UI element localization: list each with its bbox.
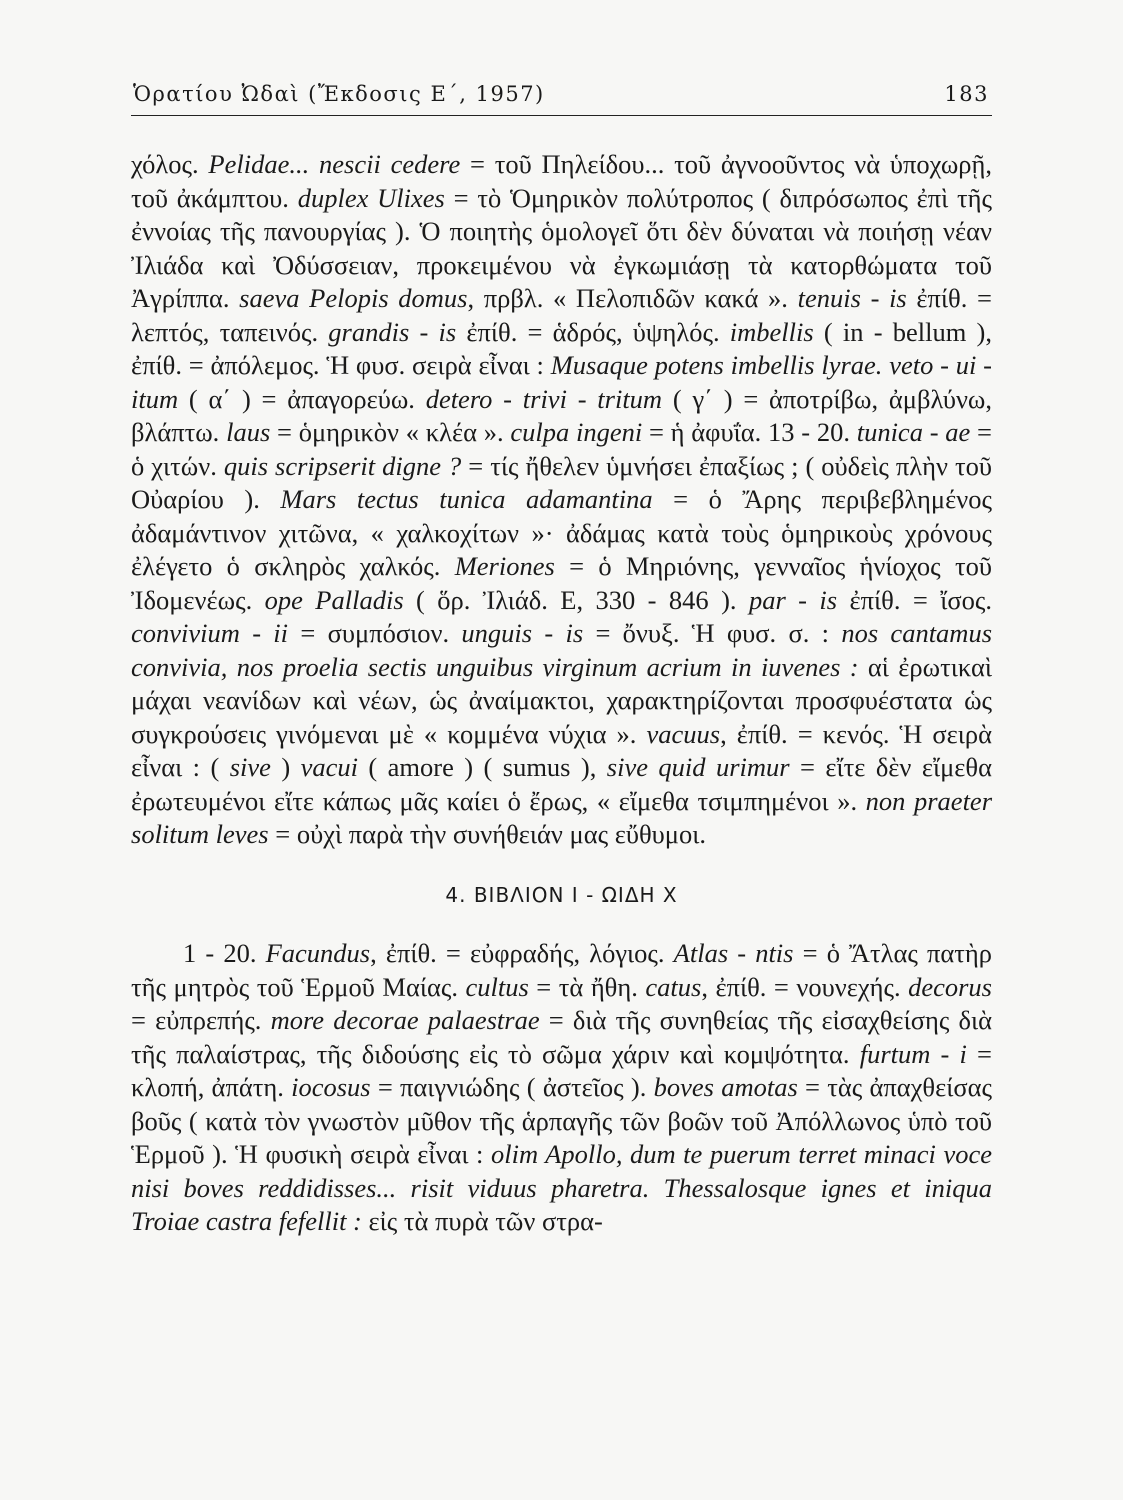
latin-term: detero - trivi - tritum <box>425 383 663 414</box>
commentary-paragraph-2 <box>131 937 992 1239</box>
commentary-text: εἰς τὰ πυρὰ τῶν στρα- <box>361 1206 603 1236</box>
running-head <box>133 76 989 106</box>
commentary-text: = ὁ Ἄρης περιβεβλημένος ἀδαμάντινον χιτῶνα, « χαλκοχίτων »· ἀδάμας κατὰ τοὺς ὁμηρικοὺς χρόνους ἐλέγετο ὁ σκληρὸς χαλκός. <box>131 484 992 581</box>
latin-term: saeva Pelopis domus <box>239 283 468 313</box>
commentary-text: ( in - bellum ), ἐπίθ. = ἀπόλεμος. Ἡ φυσ. σειρὰ εἶναι : <box>131 316 992 380</box>
latin-term: grandis - is <box>328 316 457 347</box>
commentary-text: , ἐπίθ. = εὐφραδής, λόγιος. <box>370 938 674 968</box>
latin-term: duplex Ulixes <box>297 182 445 213</box>
latin-term: non praeter solitum leves <box>131 785 993 849</box>
latin-term: laus <box>226 417 271 447</box>
commentary-text: = παιγνιώδης ( ἀστεῖος ). <box>370 1072 654 1102</box>
latin-term: more decorae palaestrae <box>270 1005 540 1035</box>
latin-term: par - is <box>748 584 838 615</box>
latin-term: vacuus <box>646 718 721 749</box>
latin-term: vacui <box>300 752 358 782</box>
latin-term: cultus <box>465 971 529 1002</box>
commentary-text: = τὰ ἤθη. <box>528 971 646 1002</box>
commentary-text: ( ὅρ. Ἰλιάδ. Ε, 330 - 846 ). <box>403 584 749 615</box>
latin-term: ope Palladis <box>264 584 404 615</box>
commentary-text: ἐπίθ. = ἁδρός, ὑψηλός. <box>456 316 730 347</box>
commentary-text: χόλος. <box>131 149 209 179</box>
commentary-text: = ὁμηρικὸν « κλέα ». <box>270 417 511 447</box>
latin-term: catus <box>645 971 702 1002</box>
commentary-text: = ὁ Ἄτλας πατὴρ τῆς μητρὸς τοῦ Ἑρμοῦ Μαίας. <box>131 938 993 1002</box>
latin-term: tenuis - is <box>797 283 907 313</box>
commentary-text: ( amore ) ( sumus ), <box>357 752 607 782</box>
commentary-text: = εὐπρεπής. <box>131 1005 271 1035</box>
page-body <box>131 148 992 1239</box>
commentary-text: = διὰ τῆς συνηθείας τῆς εἰσαχθείσης διὰ τῆς παλαίστρας, τῆς διδούσης εἰς τὸ σῶμα χάριν καὶ κομψότητα. <box>131 1005 992 1069</box>
commentary-text: ) <box>270 752 301 782</box>
latin-term: culpa ingeni <box>510 417 643 447</box>
latin-term: Facundus <box>265 938 371 968</box>
running-title: Ὁρατίου Ὠδαὶ (Ἔκδοσις Ε΄, 1957) <box>133 82 545 106</box>
commentary-text: ( α΄ ) = ἀπαγορεύω. <box>178 383 426 414</box>
commentary-text: , πρβλ. « Πελοπιδῶν κακά ». <box>467 283 798 313</box>
commentary-text: , ἐπίθ. = νουνεχής. <box>701 971 909 1002</box>
latin-term: quis scripserit digne ? <box>223 450 462 481</box>
commentary-text: = τὰς ἀπαχθείσας βοῦς ( κατὰ τὸν γνωστὸν μῦθον τῆς ἁρπαγῆς τῶν βοῶν τοῦ Ἀπόλλωνος ὑπὸ τοῦ Ἑρμοῦ ). Ἡ φυσικὴ σειρὰ εἶναι : <box>131 1072 992 1169</box>
commentary-text: = τοῦ Πηλείδου... τοῦ ἀγνοοῦντος νὰ ὑποχωρῇ, τοῦ ἀκάμπτου. <box>131 149 992 213</box>
commentary-text: = ὁ χιτών. <box>131 417 992 481</box>
latin-term: Atlas - ntis <box>673 938 794 968</box>
latin-term: sive <box>229 752 271 782</box>
commentary-text: ἐπίθ. = ἴσος. <box>837 584 992 615</box>
latin-term: iocosus <box>291 1072 371 1102</box>
latin-term: Meriones <box>454 551 555 581</box>
latin-term: Musaque potens imbellis lyrae. veto - ui - itum <box>131 350 992 414</box>
commentary-text: = ἡ ἀφυΐα. 13 - 20. <box>642 417 857 447</box>
section-heading: 4. ΒΙΒΛΙΟΝ Ι - ΩΙΔΗ Χ <box>445 882 678 907</box>
commentary-text: = οὐχὶ παρὰ τὴν συνήθειάν μας εὔθυμοι. <box>268 819 706 849</box>
page-number: 183 <box>944 82 989 106</box>
header-rule <box>131 115 992 116</box>
commentary-text: = εἴτε δὲν εἴμεθα ἐρωτευμένοι εἴτε κάπως μᾶς καίει ὁ ἔρως, « εἴμεθα τσιμπημένοι ». <box>131 752 993 816</box>
commentary-text: = ὁ Μηριόνης, γενναῖος ἡνίοχος τοῦ Ἰδομενέως. <box>131 551 992 615</box>
latin-term: convivium - ii <box>131 618 289 648</box>
commentary-text: ἐπίθ. = λεπτός, ταπεινός. <box>131 283 992 347</box>
latin-term: furtum - i <box>859 1038 967 1069</box>
commentary-text: = συμπόσιον. <box>288 618 462 648</box>
commentary-text: 1 - 20. <box>183 938 266 968</box>
latin-term: Mars tectus tunica adamantina <box>280 484 653 514</box>
commentary-text: , ἐπίθ. = κενός. Ἡ σειρὰ εἶναι : ( <box>131 718 992 782</box>
commentary-text: = τὸ Ὁμηρικὸν πολύτροπος ( διπρόσωπος ἐπὶ τῆς ἐννοίας τῆς πανουργίας ). Ὁ ποιητὴς ὁμολογεῖ ὅτι δὲν δύναται νὰ ποιήσῃ νέαν Ἰλιάδα καὶ Ὀδύσσειαν, προκειμένου νὰ ἐγκωμιάσῃ τὰ κατορθώματα τοῦ Ἀγρίππα. <box>131 182 993 313</box>
commentary-paragraph-1 <box>131 148 992 852</box>
commentary-text: = κλοπή, ἀπάτη. <box>131 1038 992 1102</box>
commentary-text: ( γ΄ ) = ἀποτρίβω, ἀμβλύνω, βλάπτω. <box>131 383 992 447</box>
latin-term: sive quid urimur <box>606 752 790 782</box>
latin-term: tunica - ae <box>856 417 971 447</box>
latin-term: unguis - is <box>461 618 584 648</box>
latin-term: decorus <box>908 971 992 1002</box>
commentary-text: = τίς ἤθελεν ὑμνήσει ἐπαξίως ; ( οὐδεὶς πλὴν τοῦ Οὐαρίου ). <box>131 450 992 514</box>
latin-term: Pelidae... nescii cedere <box>208 149 461 179</box>
commentary-text: = ὄνυξ. Ἡ φυσ. σ. : <box>583 618 842 648</box>
latin-term: nos cantamus convivia, nos proelia sectis unguibus virginum acrium in iuvenes : <box>131 618 993 682</box>
latin-term: boves amotas <box>653 1072 798 1102</box>
commentary-text: αἱ ἐρωτικαὶ μάχαι νεανίδων καὶ νέων, ὡς ἀναίμακτοι, χαρακτηρίζονται προσφυέστατα ὡς συγκρούσεις γινόμεναι μὲ « κομμένα νύχια ». <box>131 651 992 749</box>
latin-term: imbellis <box>729 316 814 347</box>
latin-term: olim Apollo, dum te puerum terret minaci voce nisi boves reddidisses... risit viduus pharetra. Thessalosque ignes et iniqua Troiae castra fefellit : <box>131 1139 992 1236</box>
